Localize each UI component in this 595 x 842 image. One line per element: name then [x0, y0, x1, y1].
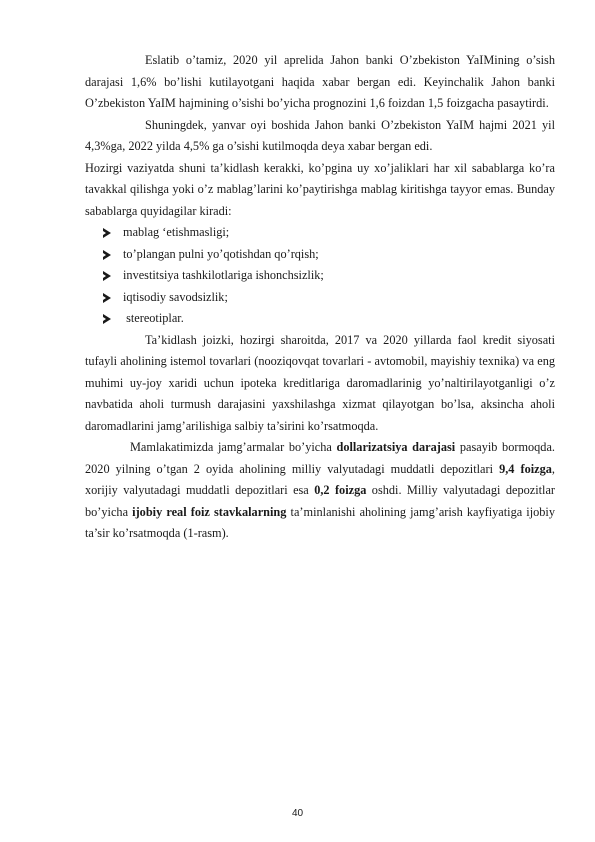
paragraph-dollarization: Mamlakatimizda jamg’armalar bo’yicha dollarizatsiya darajasi pasayib bormoqda. 2020 yilning o’tgan 2 oyida aholining milliy valyutadagi muddatli depozitlari 9,4 foizga, xorijiy valyutadagi muddatli depozitlari esa 0,2 foizga oshdi. Milliy valyutadagi depozitlar bo’yicha ijobiy real foiz stavkalarning ta’minlanishi aholining jamg’arish kayfiyatiga ijobiy ta’sir ko’rsatmoqda (1-rasm).	[85, 440, 556, 540]
arrow-bullet-icon	[103, 228, 111, 238]
list-item: to’plangan pulni yo’qotishdan qo’rqish;	[85, 244, 555, 266]
list-item: iqtisodiy savodsizlik;	[85, 287, 555, 309]
arrow-bullet-icon	[103, 293, 111, 303]
paragraph-household-reasons: Hozirgi vaziyatda shuni ta’kidlash kerakki, ko’pgina uy xo’jaliklari har xil sabablarga ko’ra tavakkal qilishga yoki o’z mablag’larini ko’paytirishga mablag kiritishga tayyor emas. Bunday sabablarga quyidagilar kiradi:	[85, 160, 555, 218]
arrow-bullet-icon	[103, 271, 111, 281]
page-number: 40	[291, 808, 304, 819]
list-item: investitsiya tashkilotlariga ishonchsizlik;	[85, 265, 555, 287]
paragraph-credit-policy: Ta’kidlash joizki, hozirgi sharoitda, 2017 va 2020 yillarda faol kredit siyosati tufayli aholining istemol tovarlari (nooziqovqat tovarlari - avtomobil, mayishiy texnika) va eng muhimi uy-joy xaridi uchun ipoteka kreditlariga daromadlarinig yo’naltirilayotganligi o’z navbatida aholi turmush darajasini yaxshilashga xizmat qilayotgan bo’lsa, aksincha aholi daromadlarini jamg’arilishiga salbiy ta’sirini ko’rsatmoqda.	[85, 332, 555, 433]
paragraph-growth-expectation: Shuningdek, yanvar oyi boshida Jahon banki O’zbekiston YaIM hajmi 2021 yil 4,3%ga, 2022 yilda 4,5% ga o’sishi kutilmoqda deya xabar bergan edi.	[85, 117, 555, 153]
list-item: stereotiplar.	[85, 308, 555, 330]
arrow-bullet-icon	[103, 250, 111, 260]
arrow-bullet-icon	[103, 314, 111, 324]
paragraph-world-bank-forecast: Eslatib o’tamiz, 2020 yil aprelida Jahon banki O’zbekiston YaIMining o’sish darajasi 1,6% bo’lishi kutilayotgani haqida xabar bergan edi. Keyinchalik Jahon banki O’zbekiston YaIM hajmining o’sishi bo’yicha prognozini 1,6 foizdan 1,5 foizgacha pasaytirdi.	[85, 53, 555, 110]
reasons-list	[85, 222, 555, 330]
body-text	[85, 50, 555, 545]
list-item: mablag ‘etishmasligi;	[85, 222, 555, 244]
